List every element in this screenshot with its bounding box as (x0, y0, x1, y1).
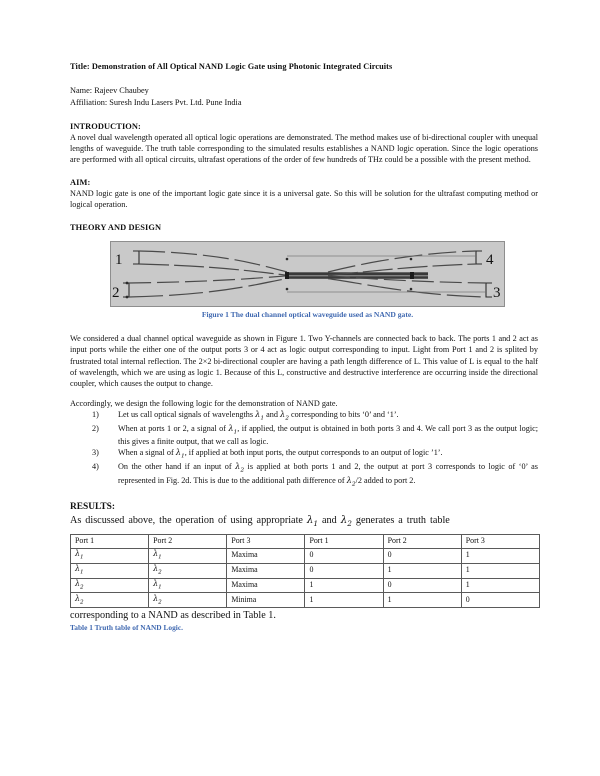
lambda-symbol: $\lambda_1$ (255, 408, 265, 422)
lambda-subscript: 1 (313, 519, 319, 529)
lambda-subscript: 1 (260, 415, 265, 422)
table-row (71, 563, 540, 578)
table-cell (71, 548, 149, 563)
figure-1 (110, 241, 505, 320)
author-name-line: Name: Rajeev Chaubey (70, 86, 149, 96)
table-cell (71, 593, 149, 608)
lambda-symbol: $\lambda_1$ (75, 564, 84, 576)
table-cell (149, 563, 227, 578)
lambda-subscript: 1 (158, 584, 162, 591)
waveguide-svg (111, 242, 504, 306)
taper-node-lower-left (286, 288, 289, 291)
list-item: When a signal of $\lambda_1$, if applied at both input ports, the output corresponds to an output of logic ’1’. (118, 447, 443, 461)
table-cell: 1 (461, 578, 539, 593)
introduction-heading: INTRODUCTION: (70, 121, 141, 131)
lambda-symbol: $\lambda_2$ (75, 579, 84, 591)
table-header-cell: Port 2 (383, 534, 461, 548)
lower-out-bottom-edge (328, 279, 486, 297)
table-cell (71, 563, 149, 578)
lower-channel-bottom-edge (129, 279, 287, 297)
lambda-subscript: 2 (240, 467, 245, 474)
taper-node-upper-right (410, 258, 413, 261)
table-row (71, 548, 540, 563)
port-label-2: 2 (112, 285, 120, 302)
introduction-body: A novel dual wavelength operated all optical logic operations are demonstrated. The method makes use of bi-directional coupler with unequal lengths of waveguide. The truth table corresponding to the simulated results establishes a NAND logic operation. Since the logic operations are performed with all optical circuits, ultrafast operations of the order of few hundreds of THz could be a possible with the present method. (70, 132, 538, 165)
lambda-subscript: 1 (180, 454, 185, 461)
truth-table-body (71, 534, 540, 607)
lambda-symbol: $\lambda_1$ (153, 579, 162, 591)
table-cell: 1 (383, 563, 461, 578)
theory-paragraph-2: Accordingly, we design the following logic for the demonstration of NAND gate. (70, 398, 338, 408)
lambda-symbol: $\lambda_2$ (75, 593, 84, 606)
lambda-symbol: $\lambda_2$ (235, 461, 245, 474)
results-intro-text: As discussed above, the operation of using appropriate $\lambda_1$ and $\lambda_2$ generates a truth table (70, 515, 450, 529)
lambda-subscript: 2 (158, 569, 162, 576)
aim-body: NAND logic gate is one of the important logic gate since it is a universal gate. So this will be solution for the ultrafast computing method or logical operation. (70, 189, 538, 210)
port-2-node-top (126, 282, 129, 285)
theory-heading: THEORY AND DESIGN (70, 223, 162, 233)
lambda-symbol: $\lambda_2$ (279, 408, 289, 422)
table-cell: 0 (461, 593, 539, 608)
port-2-bracket (123, 283, 129, 297)
table-row (71, 593, 540, 608)
after-table-text: corresponding to a NAND as described in Table 1. (70, 610, 276, 622)
table-header-row (71, 534, 540, 548)
lambda-symbol: $\lambda_2$ (346, 474, 356, 488)
theory-paragraph-1: We considered a dual channel optical waveguide as shown in Figure 1. Two Y-channels are connected back to back. The ports 1 and 2 act as input ports while the either one of the output ports 3 or 4 act as logic output corresponding to input. Light from Port 1 and 2 is splited by frustrated total internal reflection. The 2×2 bi-directional coupler are having a path length difference of L. This value of L is equal to the half of wavelength, which we are using as logic 1. Because of this L, constructive and destructive interference are occurring inside the directional coupler, which causes the output to change. (70, 334, 538, 388)
lambda-subscript: 2 (285, 415, 289, 422)
port-label-1: 1 (115, 252, 123, 269)
table-cell: 0 (383, 578, 461, 593)
table-cell: 1 (461, 548, 539, 563)
port-label-4: 4 (486, 252, 494, 269)
upper-channel-top-edge (139, 251, 287, 272)
coupler-right-junction (410, 272, 414, 279)
table-cell (71, 578, 149, 593)
port-2-node-bottom (126, 296, 129, 299)
coupler-left-junction (285, 272, 289, 279)
results-heading: RESULTS: (70, 502, 115, 513)
lambda-symbol: $\lambda_1$ (175, 447, 185, 461)
table-cell (149, 548, 227, 563)
page-title: Title: Demonstration of All Optical NAND Logic Gate using Photonic Integrated Circuits (70, 62, 393, 71)
truth-table (70, 534, 540, 608)
lambda-subscript: 2 (80, 584, 84, 591)
table-cell: 1 (383, 593, 461, 608)
table-header-cell: Port 1 (305, 534, 383, 548)
lambda-subscript: 1 (80, 569, 84, 576)
lambda-symbol: $\lambda_1$ (306, 515, 319, 529)
lambda-symbol: $\lambda_2$ (153, 564, 162, 576)
table-cell: 1 (461, 563, 539, 578)
figure-1-caption: Figure 1 The dual channel optical waveguide used as NAND gate. (201, 310, 414, 320)
list-item: On the other hand if an input of $\lambda_2$ is applied at both ports 1 and 2, the output at port 3 corresponds to logic of ‘0’ as represented in Fig. 2d. This is due to the additional path difference of $\lambda_2/2$ added to port 2. (118, 461, 538, 488)
lambda-subscript: 1 (158, 554, 162, 561)
lambda-symbol: $\lambda_1$ (228, 422, 238, 436)
lambda-subscript: 1 (233, 429, 238, 436)
table-cell: 0 (305, 548, 383, 563)
table-row (71, 578, 540, 593)
table-cell: 0 (305, 563, 383, 578)
lambda-symbol: $\lambda_2$ (153, 593, 162, 606)
port-4-bracket (476, 251, 482, 264)
port-label-3: 3 (493, 285, 501, 302)
list-item: Let us call optical signals of wavelengths $\lambda_1$ and $\lambda_2$ corresponding to bits ‘0’ and ‘1’. (118, 408, 399, 422)
lambda-symbol: $\lambda_1$ (75, 549, 84, 561)
table-cell: Minima (227, 593, 305, 608)
port-1-bracket (133, 251, 139, 264)
aim-heading: AIM: (70, 178, 91, 188)
lambda-subscript: 2 (351, 481, 356, 488)
table-cell: Maxima (227, 548, 305, 563)
table-cell (149, 593, 227, 608)
lambda-subscript: 2 (347, 519, 352, 529)
table-cell: 1 (305, 593, 383, 608)
table-cell (149, 578, 227, 593)
table-1-caption: Table 1 Truth table of NAND Logic. (70, 623, 183, 633)
upper-channel-bottom-edge (139, 264, 287, 275)
table-cell: 0 (383, 548, 461, 563)
table-header-cell: Port 2 (149, 534, 227, 548)
list-item: When at ports 1 or 2, a signal of $\lambda_1$, if applied, the output is obtained in both ports 3 and 4. We call port 3 as the output logic; this gives a finite output, that we call as logic. (118, 422, 538, 447)
table-header-cell: Port 1 (71, 534, 149, 548)
table-cell: Maxima (227, 578, 305, 593)
table-cell: 1 (305, 578, 383, 593)
table-cell: Maxima (227, 563, 305, 578)
table-header-cell: Port 3 (227, 534, 305, 548)
waveguide-diagram (110, 241, 505, 307)
affiliation-line: Affiliation: Suresh Indu Lasers Pvt. Ltd. Pune India (70, 98, 242, 108)
lambda-subscript: 1 (80, 554, 84, 561)
lambda-subscript: 2 (158, 599, 162, 606)
lambda-symbol: $\lambda_1$ (153, 549, 162, 561)
lambda-subscript: 2 (80, 599, 84, 606)
taper-node-upper-left (286, 258, 289, 261)
lambda-symbol: $\lambda_2$ (340, 515, 352, 529)
table-header-cell: Port 3 (461, 534, 539, 548)
lower-channel-top-edge (129, 276, 287, 283)
logic-design-list (70, 409, 538, 488)
taper-node-lower-right (410, 288, 413, 291)
port-3-bracket (486, 283, 492, 297)
